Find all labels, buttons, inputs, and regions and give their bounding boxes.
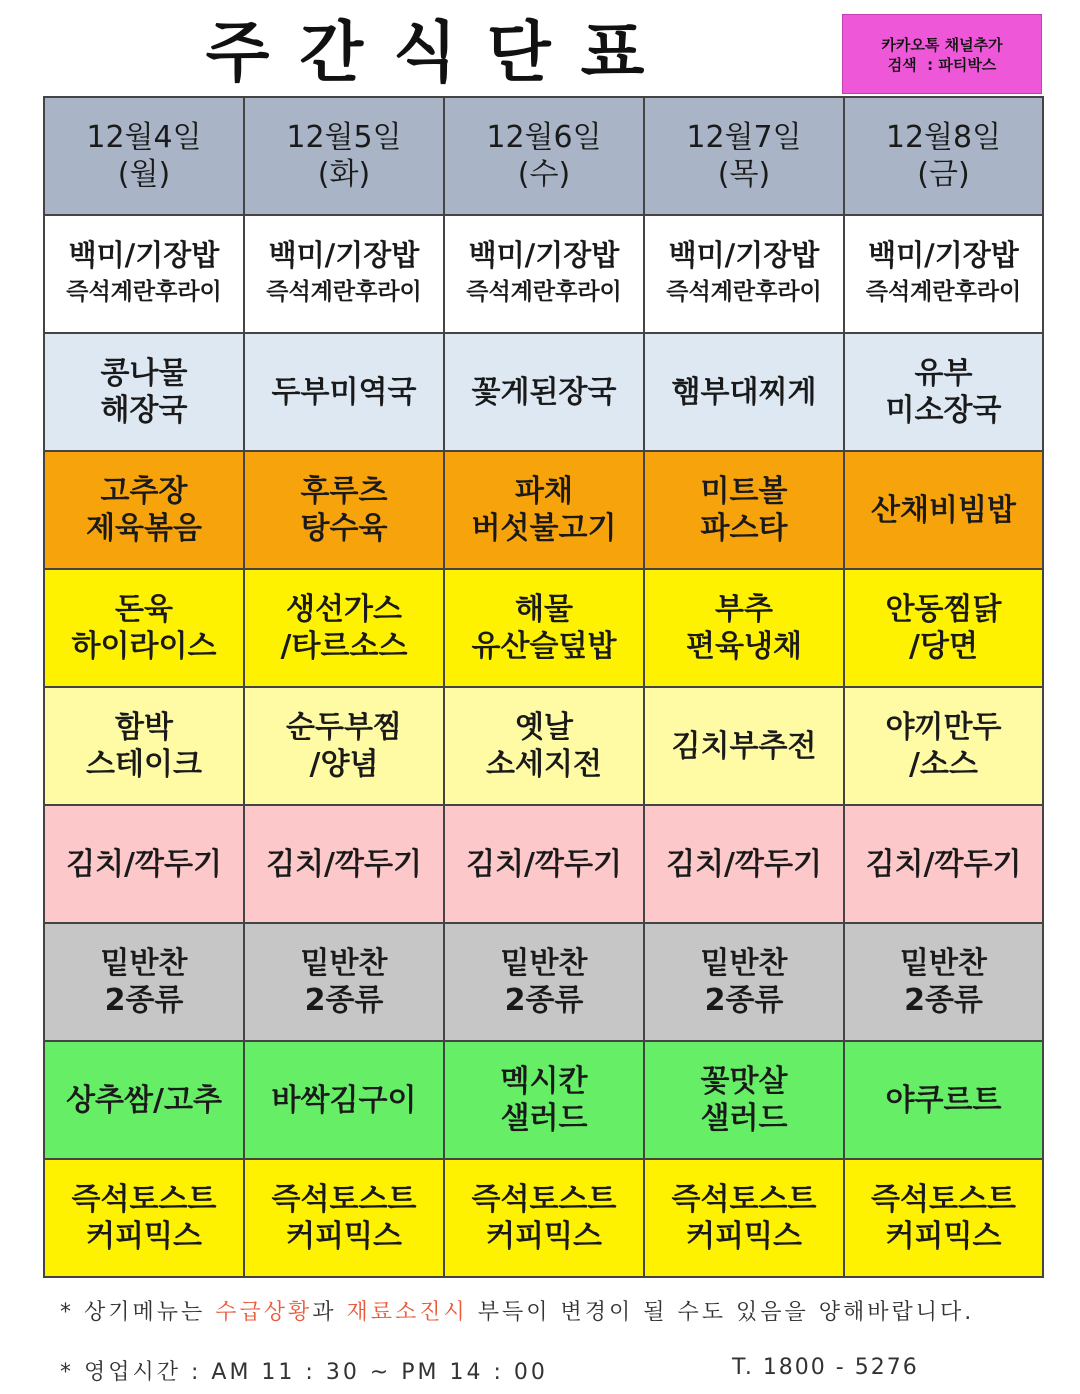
menu-item-text: 스테이크 xyxy=(86,747,202,782)
menu-item-text: 해장국 xyxy=(100,393,188,428)
menu-cell xyxy=(444,1041,644,1159)
menu-row xyxy=(44,569,1043,687)
weekday-label: (금) xyxy=(917,157,970,192)
notice-highlight-supply: 수급상황 xyxy=(215,1300,313,1325)
menu-item-text: 편육냉채 xyxy=(686,629,802,664)
menu-cell xyxy=(244,333,444,451)
menu-cell xyxy=(244,1159,444,1277)
weekday-label: (목) xyxy=(717,157,771,192)
menu-row xyxy=(44,215,1043,333)
menu-cell xyxy=(244,569,444,687)
menu-cell xyxy=(44,805,244,923)
menu-item-text: 백미/기장밥 xyxy=(668,238,820,272)
menu-cell xyxy=(644,923,844,1041)
menu-item-text: 파채 xyxy=(515,474,573,509)
menu-item-text: 산채비빔밥 xyxy=(871,492,1016,528)
menu-cell xyxy=(644,215,844,333)
menu-item-text: 김치부추전 xyxy=(671,728,817,764)
menu-item-text: /당면 xyxy=(909,629,978,664)
menu-item-text: 생선가스 xyxy=(286,592,402,627)
weekday-label: (월) xyxy=(117,157,171,192)
menu-cell xyxy=(844,923,1043,1041)
menu-cell xyxy=(444,569,644,687)
menu-item-text: 백미/기장밥 xyxy=(868,238,1019,272)
menu-item-text: /양념 xyxy=(309,747,379,782)
menu-cell xyxy=(244,687,444,805)
weekday-label: (화) xyxy=(317,157,371,192)
menu-item-text: 밑반찬 xyxy=(500,946,588,981)
menu-item-text: 즉석계란후라이 xyxy=(466,279,622,305)
menu-item-text: 콩나물 xyxy=(100,356,188,391)
weekly-menu-table xyxy=(43,96,1044,1278)
menu-row xyxy=(44,923,1043,1041)
menu-cell xyxy=(444,687,644,805)
menu-item-text: 즉석계란후라이 xyxy=(666,279,822,305)
menu-item-text: 커피믹스 xyxy=(86,1219,202,1254)
kakao-badge-line1: 카카오톡 채널추가 xyxy=(881,36,1003,54)
phone-number: T. 1800 - 5276 xyxy=(732,1355,919,1380)
menu-item-text: 후루츠 xyxy=(300,474,388,509)
date-cell xyxy=(44,97,244,215)
notice-highlight-stock: 재료소진시 xyxy=(346,1300,468,1325)
menu-cell xyxy=(844,687,1043,805)
menu-item-text: 하이라이스 xyxy=(71,629,217,664)
menu-item-text: 두부미역국 xyxy=(271,374,417,410)
menu-cell xyxy=(444,923,644,1041)
menu-item-text: 부추 xyxy=(715,592,773,627)
menu-cell xyxy=(844,215,1043,333)
menu-item-text: 함박 xyxy=(115,710,173,745)
menu-item-text: 탕수육 xyxy=(300,511,388,546)
notice-prefix: * 상기메뉴는 xyxy=(60,1300,216,1325)
menu-cell xyxy=(644,687,844,805)
menu-cell xyxy=(844,451,1043,569)
business-hours xyxy=(60,1355,1060,1386)
menu-item-text: 즉석계란후라이 xyxy=(66,279,222,305)
menu-cell xyxy=(244,215,444,333)
menu-item-text: 2종류 xyxy=(704,983,784,1018)
menu-item-text: 제육볶음 xyxy=(86,511,202,546)
menu-item-text: 커피믹스 xyxy=(486,1219,602,1254)
menu-item-text: 꽃게된장국 xyxy=(471,374,617,410)
menu-row xyxy=(44,451,1043,569)
menu-item-text: 김치/깍두기 xyxy=(865,846,1022,882)
menu-item-text: /타르소스 xyxy=(280,629,408,664)
menu-cell xyxy=(444,1159,644,1277)
menu-cell xyxy=(844,805,1043,923)
notice-mid: 과 xyxy=(312,1300,347,1325)
menu-cell xyxy=(44,569,244,687)
date-cell xyxy=(844,97,1043,215)
menu-item-text: 밑반찬 xyxy=(100,946,188,981)
menu-item-text: 상추쌈/고추 xyxy=(66,1082,222,1118)
menu-item-text: 김치/깍두기 xyxy=(266,846,422,882)
menu-cell xyxy=(644,451,844,569)
menu-item-text: 밑반찬 xyxy=(300,946,388,981)
menu-item-text: 소세지전 xyxy=(486,747,602,782)
menu-item-text: 백미/기장밥 xyxy=(68,238,220,272)
menu-item-text: 2종류 xyxy=(904,983,983,1018)
menu-item-text: 고추장 xyxy=(100,474,188,509)
menu-item-text: 유산슬덮밥 xyxy=(471,629,617,664)
menu-item-text: 꽃맛살 xyxy=(700,1064,788,1099)
menu-cell xyxy=(644,805,844,923)
menu-cell xyxy=(244,451,444,569)
menu-item-text: 야쿠르트 xyxy=(885,1082,1002,1118)
menu-item-text: 김치/깍두기 xyxy=(666,846,822,882)
menu-item-text: 샐러드 xyxy=(700,1101,788,1136)
menu-item-text: 2종류 xyxy=(104,983,184,1018)
menu-item-text: 돈육 xyxy=(115,592,173,627)
page-title: 주간식단표 xyxy=(205,14,675,91)
menu-cell xyxy=(444,451,644,569)
menu-cell xyxy=(844,569,1043,687)
menu-cell xyxy=(44,451,244,569)
menu-cell xyxy=(444,215,644,333)
notice-suffix: 부득이 변경이 될 수도 있음을 양해바랍니다. xyxy=(467,1300,975,1325)
menu-row xyxy=(44,687,1043,805)
menu-item-text: 해물 xyxy=(515,592,573,627)
menu-item-text: 즉석토스트 xyxy=(671,1182,817,1217)
kakao-badge-line2: 검색 : 파티박스 xyxy=(887,56,997,74)
menu-item-text: 김치/깍두기 xyxy=(66,846,222,882)
date-label: 12월7일 xyxy=(686,120,802,155)
menu-cell xyxy=(644,1159,844,1277)
menu-item-text: 즉석계란후라이 xyxy=(266,279,422,305)
menu-item-text: 즉석계란후라이 xyxy=(865,279,1022,305)
menu-row xyxy=(44,1159,1043,1277)
menu-item-text: 커피믹스 xyxy=(885,1219,1002,1254)
menu-cell xyxy=(444,333,644,451)
menu-cell xyxy=(444,805,644,923)
menu-item-text: 유부 xyxy=(914,356,973,391)
menu-cell xyxy=(844,333,1043,451)
menu-cell xyxy=(44,923,244,1041)
menu-item-text: 야끼만두 xyxy=(885,710,1002,745)
menu-item-text: 즉석토스트 xyxy=(71,1182,217,1217)
date-label: 12월4일 xyxy=(86,120,202,155)
menu-item-text: 파스타 xyxy=(700,511,788,546)
menu-item-text: 커피믹스 xyxy=(286,1219,402,1254)
menu-item-text: 옛날 xyxy=(515,710,573,745)
menu-item-text: 밑반찬 xyxy=(700,946,788,981)
menu-item-text: 미트볼 xyxy=(700,474,788,509)
date-cell xyxy=(444,97,644,215)
menu-item-text: 2종류 xyxy=(504,983,584,1018)
menu-cell xyxy=(644,333,844,451)
menu-row xyxy=(44,333,1043,451)
menu-item-text: 즉석토스트 xyxy=(871,1182,1016,1217)
menu-item-text: 버섯불고기 xyxy=(471,511,617,546)
menu-row xyxy=(44,805,1043,923)
kakao-channel-badge xyxy=(842,14,1042,94)
menu-item-text: 김치/깍두기 xyxy=(466,846,622,882)
menu-cell xyxy=(44,333,244,451)
menu-item-text: 2종류 xyxy=(304,983,384,1018)
hours-text: * 영업시간 : AM 11 : 30 ~ PM 14 : 00 xyxy=(60,1360,548,1385)
menu-cell xyxy=(244,805,444,923)
menu-cell xyxy=(844,1041,1043,1159)
menu-change-notice xyxy=(60,1295,1060,1326)
date-cell xyxy=(244,97,444,215)
date-cell xyxy=(644,97,844,215)
date-label: 12월6일 xyxy=(486,120,602,155)
menu-item-text: 즉석토스트 xyxy=(471,1182,617,1217)
menu-item-text: 바싹김구이 xyxy=(271,1082,417,1118)
menu-cell xyxy=(244,923,444,1041)
menu-cell xyxy=(644,569,844,687)
menu-item-text: 커피믹스 xyxy=(686,1219,802,1254)
date-header-row xyxy=(44,97,1043,215)
menu-item-text: 햄부대찌게 xyxy=(671,374,817,410)
weekday-label: (수) xyxy=(517,157,571,192)
menu-item-text: 밑반찬 xyxy=(900,946,987,981)
menu-cell xyxy=(44,1041,244,1159)
menu-cell xyxy=(44,215,244,333)
menu-row xyxy=(44,1041,1043,1159)
menu-cell xyxy=(644,1041,844,1159)
menu-item-text: 즉석토스트 xyxy=(271,1182,417,1217)
menu-item-text: /소스 xyxy=(909,747,978,782)
date-label: 12월8일 xyxy=(885,120,1002,155)
menu-item-text: 순두부찜 xyxy=(286,710,402,745)
menu-item-text: 미소장국 xyxy=(885,393,1002,428)
menu-cell xyxy=(44,1159,244,1277)
date-label: 12월5일 xyxy=(286,120,402,155)
menu-cell xyxy=(44,687,244,805)
menu-item-text: 샐러드 xyxy=(500,1101,588,1136)
menu-item-text: 백미/기장밥 xyxy=(268,238,420,272)
menu-item-text: 안동찜닭 xyxy=(885,592,1002,627)
menu-item-text: 백미/기장밥 xyxy=(468,238,620,272)
menu-cell xyxy=(844,1159,1043,1277)
menu-item-text: 멕시칸 xyxy=(500,1064,588,1099)
menu-cell xyxy=(244,1041,444,1159)
